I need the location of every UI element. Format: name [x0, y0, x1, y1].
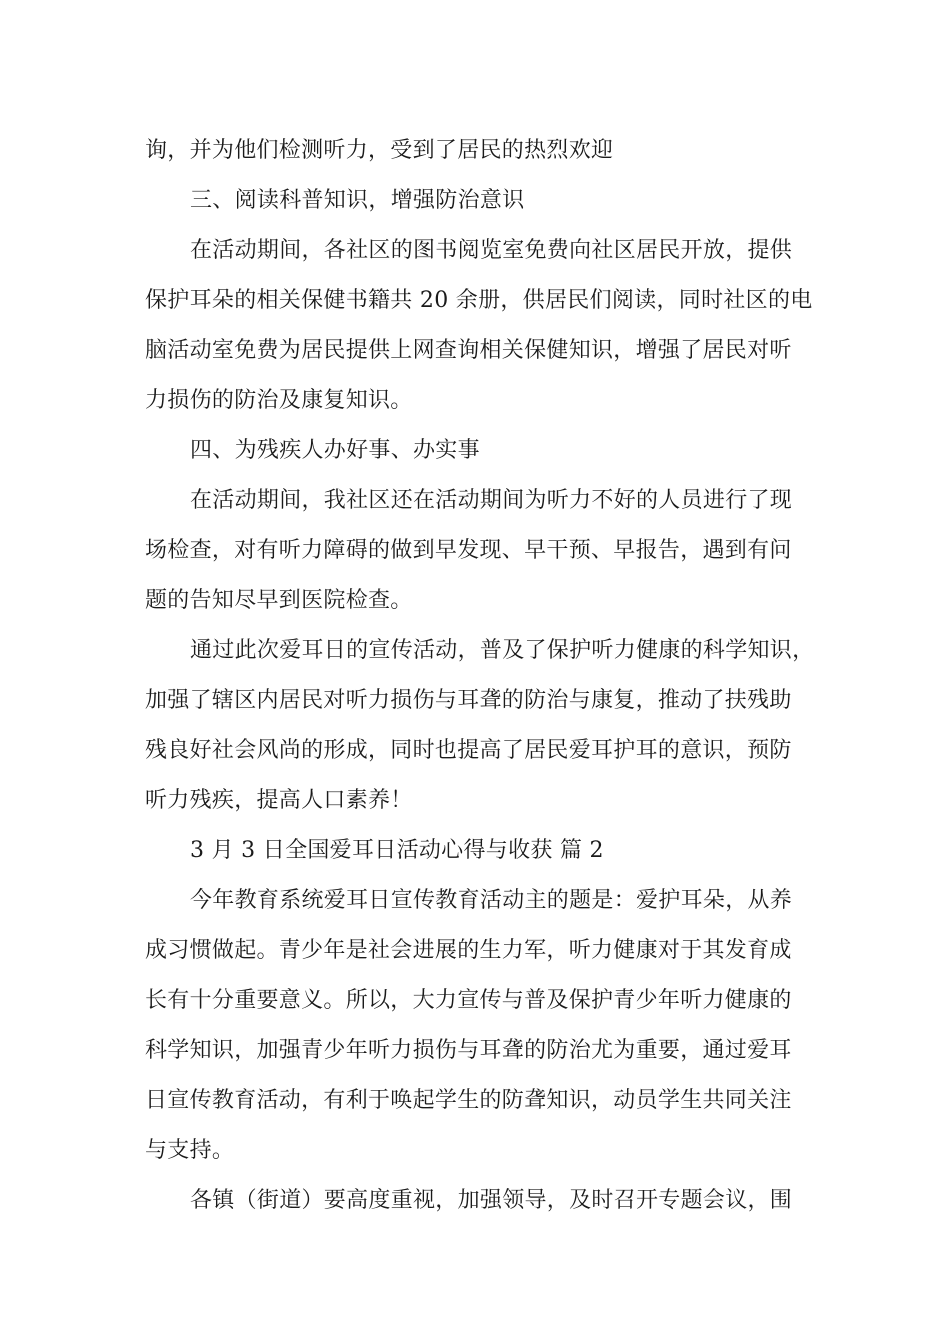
text-line-16: 今年教育系统爱耳日宣传教育活动主的题是：爱护耳朵，从养: [190, 888, 793, 913]
text-line-19: 科学知识，加强青少年听力损伤与耳聋的防治尤为重要，通过爱耳: [145, 1038, 792, 1063]
text-line-9: 场检查，对有听力障碍的做到早发现、早干预、早报告，遇到有问: [145, 538, 792, 563]
text-line-18: 长有十分重要意义。所以，大力宣传与普及保护青少年听力健康的: [145, 988, 792, 1013]
text-line-1: 询，并为他们检测听力，受到了居民的热烈欢迎: [145, 138, 614, 163]
section-heading-4: 四、为残疾人办好事、办实事: [190, 438, 480, 463]
text-line-14: 听力残疾，提高人口素养！: [145, 788, 413, 813]
section-heading-3: 三、阅读科普知识，增强防治意识: [190, 188, 525, 213]
text-line-12: 加强了辖区内居民对听力损伤与耳聋的防治与康复，推动了扶残助: [145, 688, 792, 713]
text-line-21: 与支持。: [145, 1138, 235, 1163]
text-line-17: 成习惯做起。青少年是社会进展的生力军，听力健康对于其发育成: [145, 938, 792, 963]
text-line-10: 题的告知尽早到医院检查。: [145, 588, 413, 613]
text-line-22: 各镇（街道）要高度重视，加强领导，及时召开专题会议，围: [190, 1188, 793, 1213]
text-line-6: 力损伤的防治及康复知识。: [145, 388, 413, 413]
text-line-13: 残良好社会风尚的形成，同时也提高了居民爱耳护耳的意识，预防: [145, 738, 792, 763]
text-line-11: 通过此次爱耳日的宣传活动，普及了保护听力健康的科学知识，: [190, 638, 815, 663]
text-line-3: 在活动期间，各社区的图书阅览室免费向社区居民开放，提供: [190, 238, 793, 263]
text-line-8: 在活动期间，我社区还在活动期间为听力不好的人员进行了现: [190, 488, 793, 513]
text-line-5: 脑活动室免费为居民提供上网查询相关保健知识，增强了居民对听: [145, 338, 792, 363]
article-title: 3 月 3 日全国爱耳日活动心得与收获 篇 2: [190, 838, 604, 863]
text-line-20: 日宣传教育活动，有利于唤起学生的防聋知识，动员学生共同关注: [145, 1088, 792, 1113]
text-line-4: 保护耳朵的相关保健书籍共 20 余册，供居民们阅读，同时社区的电: [145, 288, 813, 313]
